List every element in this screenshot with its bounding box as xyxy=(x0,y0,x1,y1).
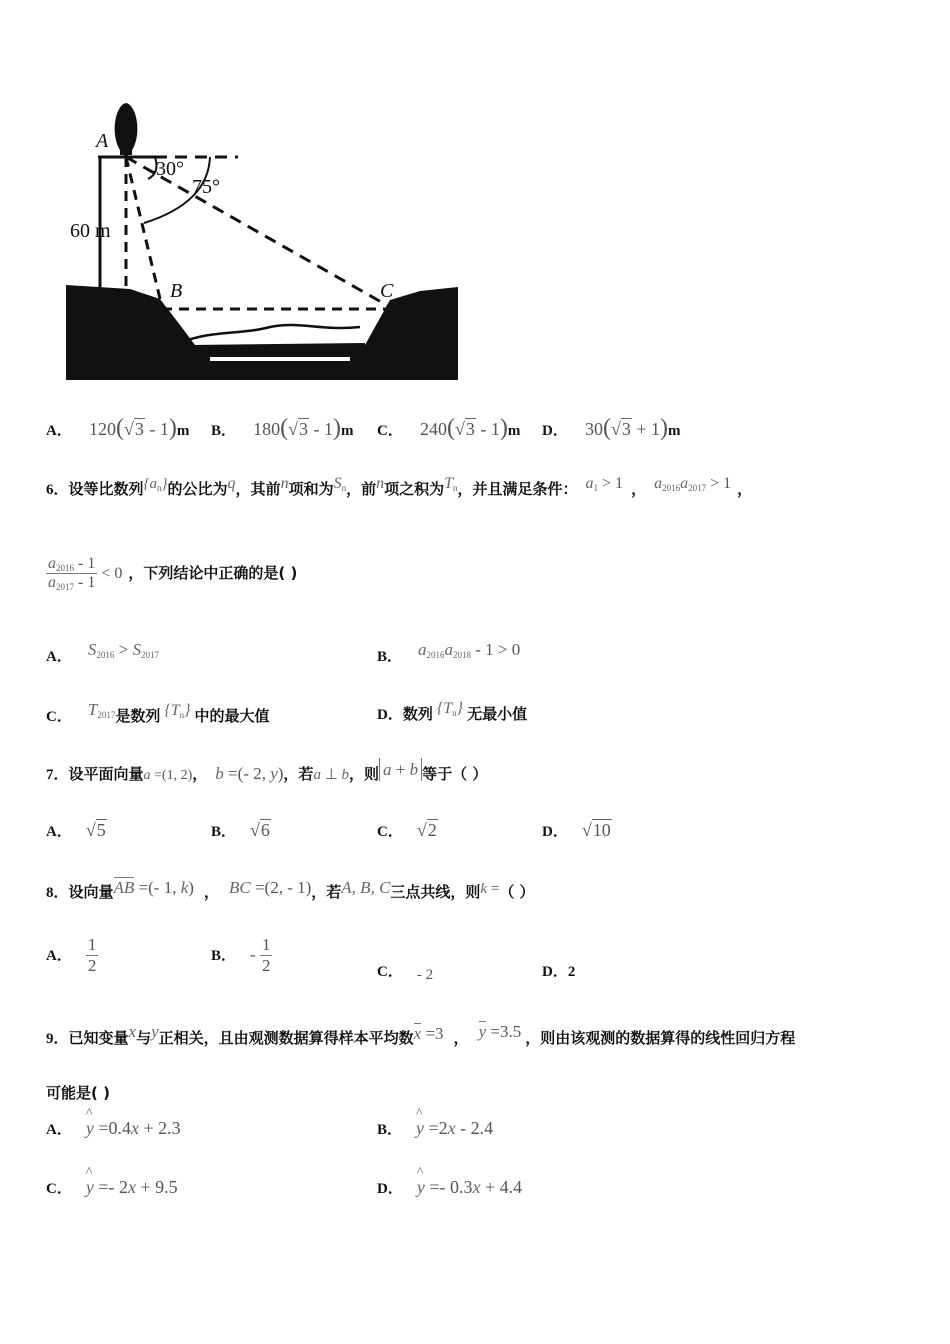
q7-value: 6 xyxy=(260,820,270,840)
q5-b-sign: - xyxy=(313,419,320,439)
q7-option-c[interactable]: C． √2 xyxy=(377,820,437,840)
q5-a-sign: - xyxy=(149,419,156,439)
q8-option-b[interactable]: B． - $\frac{1}{2}$ xyxy=(211,935,271,975)
q5-option-d[interactable]: D． 30(√3 + 1)m xyxy=(542,415,681,441)
option-letter: B． xyxy=(377,649,403,665)
q6-text: ，前 xyxy=(346,480,377,498)
option-letter: D． xyxy=(377,707,403,723)
q7-text: 设平面向量 xyxy=(68,765,144,783)
q6-text: ，并且满足条件： xyxy=(457,480,578,498)
q5-b-unit: m xyxy=(341,423,354,439)
label-angle-30: 30° xyxy=(156,158,184,180)
q6-option-c[interactable]: C． $T_{2017}$是数列 $\{T_n\}$ 中的最大值 xyxy=(46,700,270,725)
q7-value: 5 xyxy=(96,820,106,840)
q8-text: 设向量 xyxy=(68,883,114,901)
q7-value: 2 xyxy=(427,820,437,840)
q6-condition: $\frac{a_{2016} - 1}{a_{2017} - 1}$ < 0 ，下列结论中正确的是( ) xyxy=(48,555,298,592)
label-a: A xyxy=(96,130,109,152)
q7-option-d[interactable]: D． √10 xyxy=(542,820,611,840)
option-text: 无最小值 xyxy=(467,705,528,723)
q9-text: 与 xyxy=(136,1029,152,1047)
q7-text: ，则 xyxy=(349,765,380,783)
option-letter: C． xyxy=(46,709,72,725)
q8-text: （ ） xyxy=(499,883,535,901)
q5-c-unit: m xyxy=(507,423,521,439)
option-text: 数列 xyxy=(402,705,433,723)
q6-text: ，其前 xyxy=(235,480,281,498)
q7-value: 10 xyxy=(592,820,611,840)
q5-d-unit: m xyxy=(667,423,681,439)
q8-option-c[interactable]: C． - 2 xyxy=(377,964,434,983)
q6-text: 设等比数列 xyxy=(68,480,144,498)
option-letter: C． xyxy=(46,1181,72,1197)
label-c: C xyxy=(380,280,394,302)
option-letter: B． xyxy=(211,948,237,964)
q6-option-a[interactable]: A． $S_{2016} > S_{2017}$ xyxy=(46,640,159,665)
balloon-basket xyxy=(120,145,132,155)
river-highlight-2 xyxy=(270,335,350,341)
option-letter: D． xyxy=(377,1181,403,1197)
q8-stem: 8．设向量AB =(- 1, k) ， BC =(2, - 1)，若A, B, C三点共线，则k =（ ） xyxy=(46,878,535,901)
q9-stem-2 xyxy=(46,1082,110,1103)
q6-text: 项和为 xyxy=(288,480,334,498)
q7-stem: 7．设平面向量a =(1, 2)， b =(- 2, y)，若a ⊥ b，则 a + b 等于（ ） xyxy=(46,760,488,783)
q8-text: 三点共线，则 xyxy=(390,883,481,901)
q9-option-c[interactable]: C．^ y =- 2x + 9.5 xyxy=(46,1177,178,1198)
q6-option-b[interactable]: B． $a_{2016}a_{2018} - 1 > 0$ xyxy=(377,640,521,665)
river xyxy=(190,343,365,380)
label-b: B xyxy=(170,280,183,302)
question-number: 6． xyxy=(46,482,69,498)
q8-text: ， xyxy=(203,883,219,901)
q9-text: 正相关，且由观测数据算得样本平均数 xyxy=(158,1029,414,1047)
option-letter: A． xyxy=(46,824,72,840)
right-cliff xyxy=(360,287,458,380)
option-letter: C． xyxy=(377,964,403,980)
q5-option-c[interactable]: C． 240(√3 - 1)m xyxy=(377,415,521,441)
q5-d-coef: 30 xyxy=(584,419,603,439)
river-highlight xyxy=(210,357,350,361)
q8-option-a[interactable]: A． $\frac{1}{2}$ xyxy=(46,935,97,975)
q7-text: ， xyxy=(192,765,208,783)
q9-option-b[interactable]: B．^ y =2x - 2.4 xyxy=(377,1118,493,1139)
option-text: 是数列 xyxy=(115,707,161,725)
q9-stem: 9．已知变量x与y正相关，且由观测数据算得样本平均数x =3 ， y =3.5 ，则由该观测的数据算得的线性回归方程 xyxy=(46,1022,796,1047)
q9-text: 可能是( ) xyxy=(46,1084,110,1102)
q5-b-coef: 180 xyxy=(253,419,281,439)
q6-text: ， xyxy=(631,480,647,498)
question-number: 9． xyxy=(46,1031,69,1047)
option-letter: A． xyxy=(46,948,72,964)
q5-a-coef: 120 xyxy=(88,419,116,439)
option-letter: D．2 xyxy=(542,964,576,980)
label-angle-75: 75° xyxy=(192,176,220,198)
q5-c-coef: 240 xyxy=(419,419,447,439)
q6-text: 项之积为 xyxy=(384,480,445,498)
q6-text: 的公比为 xyxy=(167,480,228,498)
option-letter: B． xyxy=(377,1122,403,1138)
q9-text: ， xyxy=(453,1029,469,1047)
q9-text: ，则由该观测的数据算得的线性回归方程 xyxy=(525,1029,796,1047)
q9-text: 已知变量 xyxy=(68,1029,129,1047)
option-letter: D． xyxy=(542,423,568,439)
option-letter: A． xyxy=(46,423,72,439)
q5-c-sign: - xyxy=(480,419,487,439)
q6-option-d[interactable]: D．数列 $\{T_n\}$ 无最小值 xyxy=(377,700,528,723)
q8-option-d[interactable] xyxy=(542,960,575,981)
q8-text: ，若 xyxy=(311,883,342,901)
q7-option-b[interactable]: B． √6 xyxy=(211,820,270,840)
q6-stem: 6．设等比数列$\{a_n\}$的公比为q，其前n项和为$S_n$，前n项之积为$T_n$，并且满足条件： $a_1 > 1$ ， $a_{2016}a_{2017} > 1$ ， xyxy=(46,475,753,498)
option-letter: C． xyxy=(377,423,403,439)
label-height: 60 m xyxy=(70,220,111,242)
question-number: 8． xyxy=(46,885,69,901)
q7-option-a[interactable]: A． √5 xyxy=(46,820,106,840)
cliff-diagram xyxy=(60,95,470,395)
option-letter: D． xyxy=(542,824,568,840)
q5-option-b[interactable]: B． 180(√3 - 1)m xyxy=(211,415,354,441)
option-letter: A． xyxy=(46,649,72,665)
option-letter: B． xyxy=(211,824,237,840)
q6-text: ， xyxy=(737,480,753,498)
q7-text: 等于（ ） xyxy=(422,765,488,783)
q9-option-a[interactable]: A．^ y =0.4x + 2.3 xyxy=(46,1118,181,1139)
q6-text: ，下列结论中正确的是( ) xyxy=(128,564,298,582)
q7-text: ，若 xyxy=(283,765,314,783)
option-letter: C． xyxy=(377,824,403,840)
option-text: 中的最大值 xyxy=(194,707,270,725)
q5-option-a[interactable]: A． 120(√3 - 1)m xyxy=(46,415,190,441)
q9-option-d[interactable]: D．^ y =- 0.3x + 4.4 xyxy=(377,1177,522,1198)
question-number: 7． xyxy=(46,767,69,783)
q5-d-sign: + xyxy=(636,419,647,439)
option-letter: A． xyxy=(46,1122,72,1138)
option-letter: B． xyxy=(211,423,237,439)
q5-a-unit: m xyxy=(176,423,190,439)
